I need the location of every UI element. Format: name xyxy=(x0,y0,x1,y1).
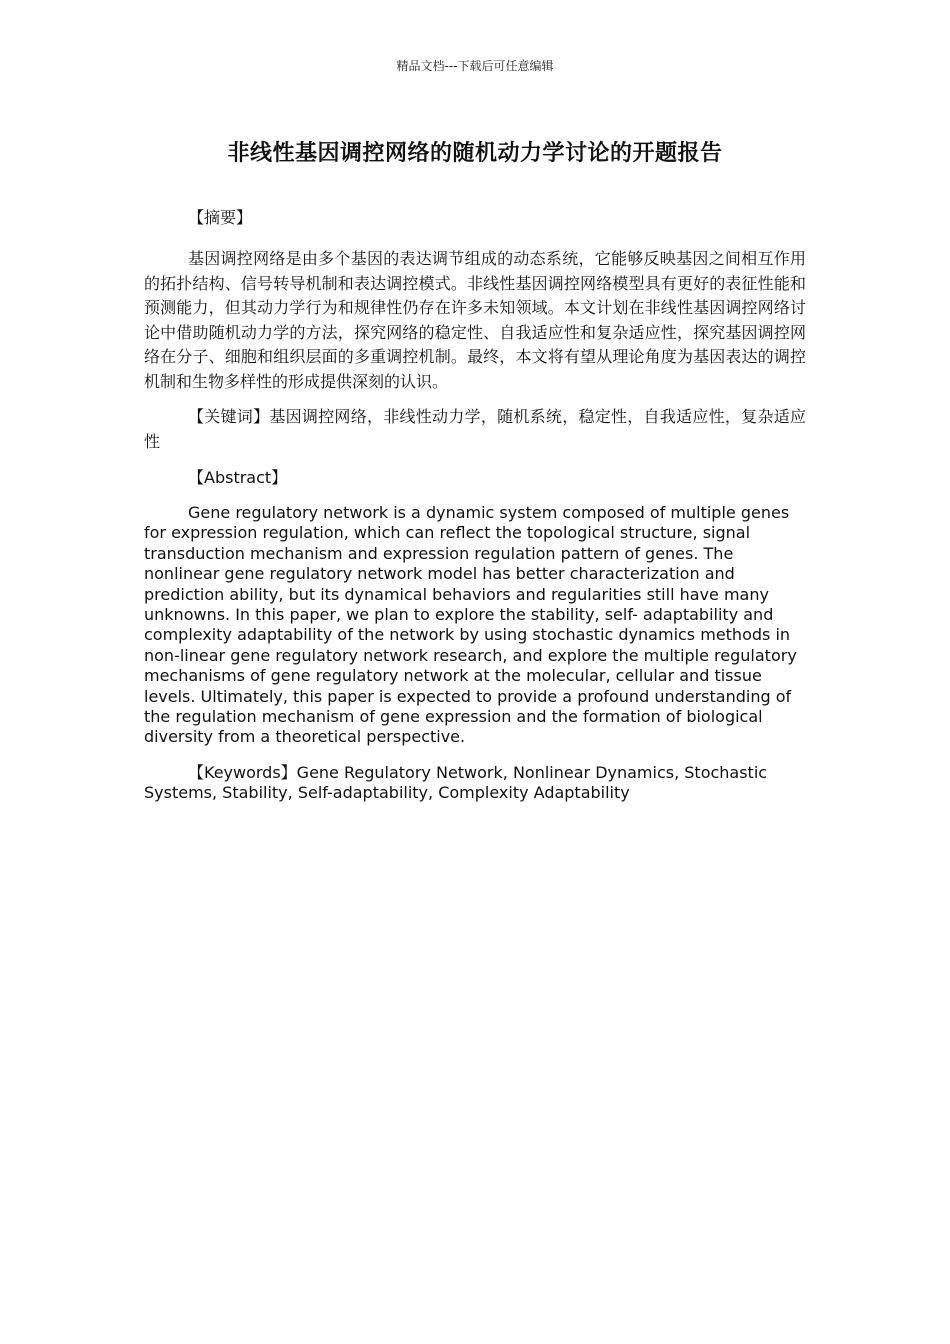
page-header-note: 精品文档---下载后可任意编辑 xyxy=(396,59,554,73)
abstract-cn-heading: 【摘要】 xyxy=(188,208,253,227)
abstract-en-heading: 【Abstract】 xyxy=(188,468,288,487)
abstract-cn-paragraph: 基因调控网络是由多个基因的表达调节组成的动态系统，它能够反映基因之间相互作用的拓扑结构、信号转导机制和表达调控模式。非线性基因调控网络模型具有更好的表征性能和预测能力，但其动力学行为和规律性仍存在许多未知领域。本文计划在非线性基因调控网络讨论中借助随机动力学的方法，探究网络的稳定性、自我适应性和复杂适应性，探究基因调控网络在分子、细胞和组织层面的多重调控机制。最终，本文将有望从理论角度为基因表达的调控机制和生物多样性的形成提供深刻的认识。 xyxy=(144,249,806,391)
document-body xyxy=(144,206,806,804)
abstract-en-paragraph: Gene regulatory network is a dynamic system composed of multiple genes for expression regulation, which can reflect the topological structure, signal transduction mechanism and expression regulation pattern of genes. The nonlinear gene regulatory network model has better characterization and prediction ability, but its dynamical behaviors and regularities still have many unknowns. In this paper, we plan to explore the stability, self- adaptability and complexity adaptability of the network by using stochastic dynamics methods in non-linear gene regulatory network research, and explore the multiple regulatory mechanisms of gene regulatory network at the molecular, cellular and tissue levels. Ultimately, this paper is expected to provide a profound understanding of the regulation mechanism of gene expression and the formation of biological diversity from a theoretical perspective. xyxy=(144,503,797,747)
keywords-en-paragraph: 【Keywords】Gene Regulatory Network, Nonlinear Dynamics, Stochastic Systems, Stability, Self-adaptability, Complexity Adaptability xyxy=(144,762,768,803)
keywords-cn-paragraph: 【关键词】基因调控网络，非线性动力学，随机系统，稳定性，自我适应性，复杂适应性 xyxy=(144,407,806,451)
document-title: 非线性基因调控网络的随机动力学讨论的开题报告 xyxy=(227,141,723,166)
